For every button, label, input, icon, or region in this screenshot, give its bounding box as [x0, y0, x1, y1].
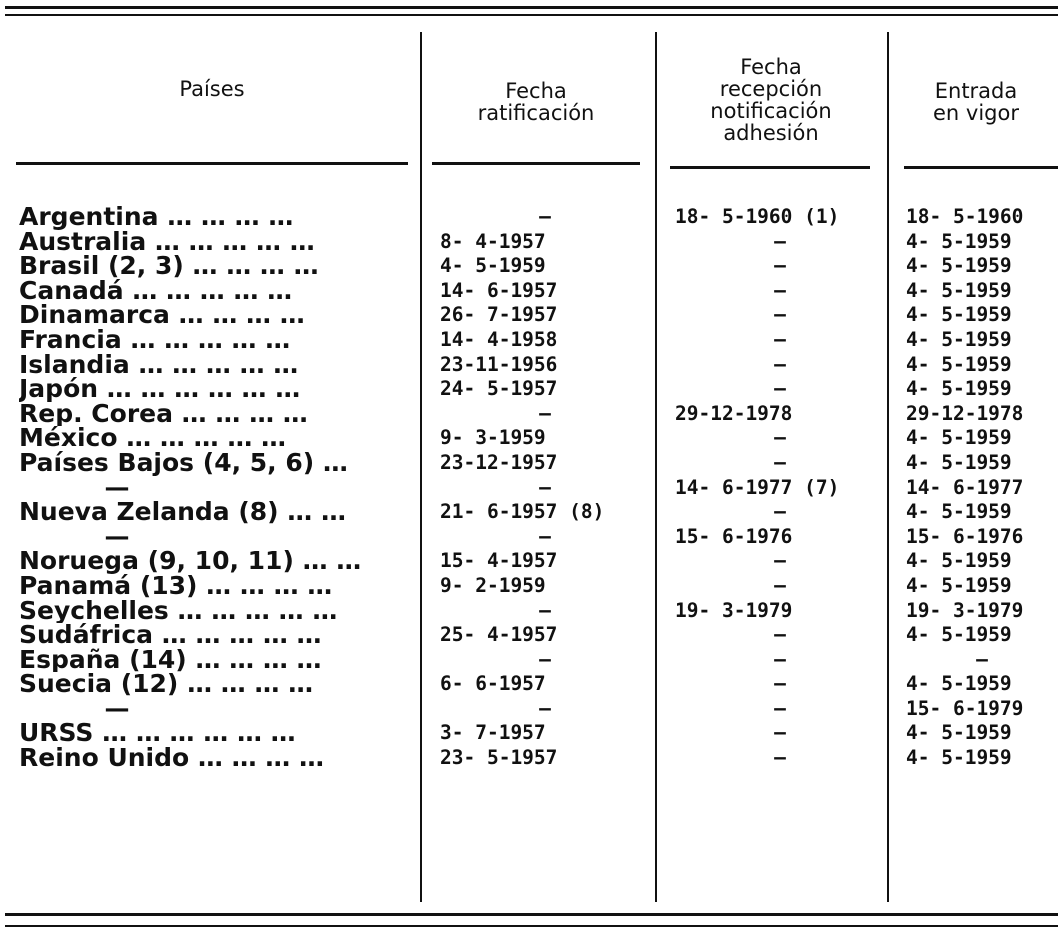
cell-ratificacion: 9- 2-1959	[440, 573, 546, 597]
cell-vigor: 4- 5-1959	[906, 500, 1012, 524]
bottom-rule-1	[5, 913, 1058, 916]
cell-pais: Canadá … … … … …	[19, 278, 293, 304]
cell-vigor: 4- 5-1959	[906, 721, 1012, 745]
cell-ratificacion: 23-12-1957	[440, 450, 558, 474]
header-underline-recepcion	[670, 166, 870, 169]
header-entrada-vigor: Entrada en vigor	[933, 79, 1019, 125]
cell-recepcion: —	[774, 573, 786, 597]
cell-vigor: 4- 5-1959	[906, 278, 1012, 302]
cell-vigor: —	[976, 647, 988, 671]
bottom-rule-2	[5, 925, 1058, 927]
cell-vigor: 4- 5-1959	[906, 352, 1012, 376]
cell-vigor: 4- 5-1959	[906, 377, 1012, 401]
cell-vigor: 19- 3-1979	[906, 598, 1024, 622]
cell-recepcion: —	[774, 647, 786, 671]
cell-vigor: 14- 6-1977	[906, 475, 1024, 499]
cell-vigor: 18- 5-1960	[906, 205, 1024, 228]
cell-vigor: 15- 6-1979	[906, 696, 1024, 720]
column-fecha-recepcion	[675, 205, 885, 771]
header-paises: Países	[179, 77, 245, 101]
cell-recepcion: —	[774, 278, 786, 302]
cell-ratificacion: 24- 5-1957	[440, 377, 558, 401]
cell-pais: Noruega (9, 10, 11) … …	[19, 549, 362, 574]
cell-vigor: 4- 5-1959	[906, 623, 1012, 647]
cell-recepcion: —	[774, 721, 786, 745]
cell-ratificacion: 6- 6-1957	[440, 672, 546, 696]
cell-recepcion: —	[774, 352, 786, 376]
cell-pais: Reino Unido … … … …	[19, 746, 325, 771]
column-divider-1	[420, 32, 422, 902]
cell-pais: Rep. Corea … … … …	[19, 401, 308, 427]
cell-recepcion: —	[774, 254, 786, 278]
cell-pais: Australia … … … … …	[19, 229, 315, 255]
cell-pais: Suecia (12) … … … …	[19, 672, 314, 697]
cell-pais: Argentina … … … …	[19, 205, 294, 230]
cell-recepcion: —	[774, 450, 786, 474]
cell-recepcion: —	[774, 696, 786, 720]
cell-pais: México … … … … …	[19, 426, 287, 451]
header-fecha-ratificacion: Fecha ratificación	[477, 79, 595, 125]
cell-pais: Sudáfrica … … … … …	[19, 623, 322, 648]
cell-recepcion: 29-12-1978	[675, 401, 793, 425]
cell-ratificacion: —	[539, 475, 551, 499]
cell-ratificacion: —	[539, 696, 551, 720]
header-underline-paises	[16, 162, 408, 165]
cell-ratificacion: 14- 6-1957	[440, 278, 558, 302]
cell-pais: Brasil (2, 3) … … … …	[19, 254, 319, 279]
column-paises	[19, 205, 411, 771]
cell-vigor: 4- 5-1959	[906, 229, 1012, 253]
column-fecha-ratificacion	[440, 205, 650, 771]
cell-ratificacion: 9- 3-1959	[440, 426, 546, 450]
cell-pais: Francia … … … … …	[19, 327, 291, 353]
cell-ratificacion: 8- 4-1957	[440, 229, 546, 253]
cell-recepcion: —	[774, 500, 786, 524]
cell-pais: URSS … … … … … …	[19, 721, 296, 747]
cell-vigor: 4- 5-1959	[906, 303, 1012, 327]
cell-vigor: 4- 5-1959	[906, 254, 1012, 278]
cell-recepcion: 19- 3-1979	[675, 598, 793, 622]
cell-pais: España (14) … … … …	[19, 647, 322, 673]
cell-pais: Seychelles … … … … …	[19, 598, 338, 624]
column-entrada-vigor	[906, 205, 1058, 771]
top-rule-2	[5, 14, 1058, 16]
cell-vigor: 4- 5-1959	[906, 327, 1012, 351]
cell-recepcion: —	[774, 377, 786, 401]
cell-vigor: 4- 5-1959	[906, 672, 1012, 696]
cell-vigor: 4- 5-1959	[906, 450, 1012, 474]
cell-ratificacion: —	[539, 401, 551, 425]
cell-pais: Panamá (13) … … … …	[19, 573, 333, 599]
header-underline-vigor	[904, 166, 1058, 169]
top-rule-1	[5, 6, 1058, 9]
cell-vigor: 4- 5-1959	[906, 573, 1012, 597]
cell-recepcion: —	[774, 229, 786, 253]
cell-recepcion: —	[774, 426, 786, 450]
cell-recepcion: —	[774, 549, 786, 573]
cell-vigor: 29-12-1978	[906, 401, 1024, 425]
cell-ratificacion: —	[539, 205, 551, 228]
cell-vigor: 4- 5-1959	[906, 746, 1012, 770]
cell-recepcion: —	[774, 327, 786, 351]
cell-ratificacion: 15- 4-1957	[440, 549, 558, 573]
cell-pais: Países Bajos (4, 5, 6) …	[19, 450, 348, 476]
cell-ratificacion: 23-11-1956	[440, 352, 558, 376]
cell-vigor: 15- 6-1976	[906, 524, 1024, 548]
cell-ratificacion: 23- 5-1957	[440, 746, 558, 770]
cell-pais: —	[104, 524, 130, 550]
cell-ratificacion: 4- 5-1959	[440, 254, 546, 278]
header-underline-ratificacion	[432, 162, 640, 165]
cell-pais: Japón … … … … … …	[19, 377, 301, 402]
cell-recepcion: —	[774, 623, 786, 647]
cell-pais: Dinamarca … … … …	[19, 303, 305, 328]
cell-recepcion: 14- 6-1977 (7)	[675, 475, 840, 499]
cell-recepcion: —	[774, 303, 786, 327]
cell-vigor: 4- 5-1959	[906, 426, 1012, 450]
column-divider-3	[887, 32, 889, 902]
cell-ratificacion: 25- 4-1957	[440, 623, 558, 647]
cell-recepcion: 18- 5-1960 (1)	[675, 205, 840, 228]
header-fecha-recepcion: Fecha recepción notificación adhesión	[710, 55, 832, 145]
cell-pais: Islandia … … … … …	[19, 352, 299, 378]
cell-ratificacion: —	[539, 524, 551, 548]
column-divider-2	[655, 32, 657, 902]
cell-vigor: 4- 5-1959	[906, 549, 1012, 573]
cell-recepcion: —	[774, 672, 786, 696]
cell-ratificacion: —	[539, 647, 551, 671]
cell-ratificacion: —	[539, 598, 551, 622]
cell-recepcion: 15- 6-1976	[675, 524, 793, 548]
cell-pais: Nueva Zelanda (8) … …	[19, 500, 346, 525]
cell-pais: —	[104, 696, 130, 722]
cell-ratificacion: 3- 7-1957	[440, 721, 546, 745]
cell-recepcion: —	[774, 746, 786, 770]
cell-ratificacion: 14- 4-1958	[440, 327, 558, 351]
cell-pais: —	[104, 475, 130, 501]
cell-ratificacion: 21- 6-1957 (8)	[440, 500, 605, 524]
cell-ratificacion: 26- 7-1957	[440, 303, 558, 327]
